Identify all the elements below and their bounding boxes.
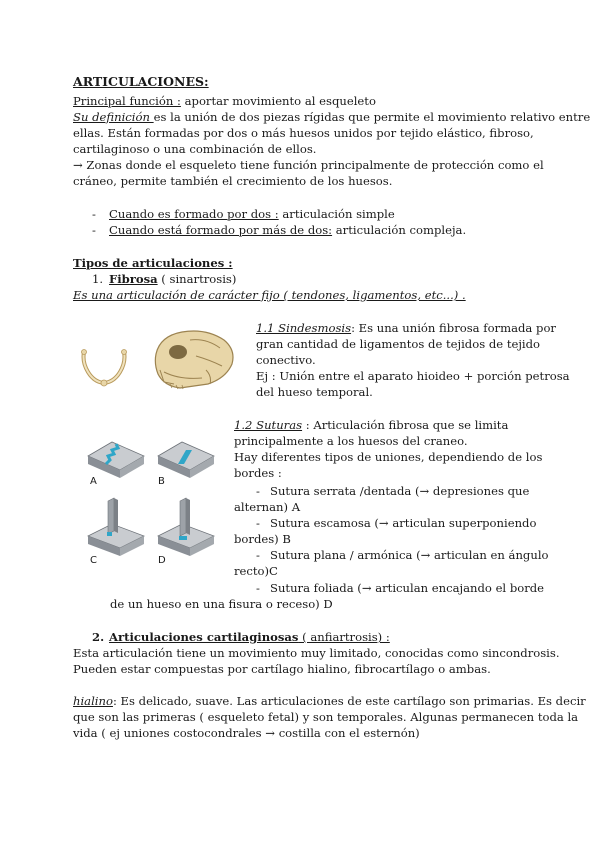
suture-types-diagram bbox=[84, 428, 230, 568]
sutura-text: Sutura plana / armónica (→ articulan en ángulo bbox=[270, 548, 549, 562]
list-item bbox=[92, 222, 467, 238]
sindesmosis-line-1 bbox=[256, 320, 556, 336]
sutura-cont: alternan) A bbox=[234, 500, 301, 514]
definicion-line-2: ellas. Están formadas por dos o más huesos unidos por tejido elástico, fibroso, bbox=[73, 126, 534, 140]
definicion-line-1 bbox=[73, 109, 590, 125]
cartilaginosas-line-2: Pueden estar compuestas por cartílago hialino, fibrocartílago o ambas. bbox=[73, 662, 491, 676]
suture-b-figure bbox=[158, 442, 214, 478]
suturas-text-1: : Articulación fibrosa que se limita bbox=[302, 418, 509, 432]
list-dash: - bbox=[92, 223, 96, 237]
figure-label-c: C bbox=[90, 555, 97, 566]
cartilaginosas-number: 2. bbox=[92, 630, 105, 644]
hialino-line-1 bbox=[73, 693, 586, 709]
sindesmosis-line-2: gran cantidad de ligamentos de tejidos de tejido bbox=[256, 337, 541, 351]
list-dash: - bbox=[92, 207, 96, 221]
sutura-item bbox=[256, 515, 537, 531]
figure-label-d: D bbox=[158, 555, 166, 566]
principal-text: aportar movimiento al esqueleto bbox=[180, 94, 376, 108]
sutura-dash: - bbox=[256, 548, 260, 562]
sutura-dash: - bbox=[256, 581, 260, 595]
list-item-text: articulación compleja. bbox=[332, 223, 467, 237]
list-item-label: Cuando está formado por más de dos: bbox=[109, 223, 333, 237]
sutura-item bbox=[256, 580, 545, 596]
fibrosa-name: Fibrosa bbox=[109, 272, 158, 286]
sindesmosis-label: 1.1 Sindesmosis bbox=[256, 321, 352, 335]
hialino-line-2: que son las primeras ( esqueleto fetal) y son temporales. Algunas permanecen toda la bbox=[73, 710, 579, 724]
definicion-text-1: es la unión de dos piezas rígidas que permite el movimiento relativo entre bbox=[153, 110, 591, 124]
skull-illustration bbox=[150, 326, 238, 396]
cartilaginosas-name: Articulaciones cartilaginosas bbox=[109, 630, 299, 644]
suture-c-figure bbox=[88, 498, 144, 556]
fibrosa-number: 1. bbox=[92, 272, 104, 286]
zonas-line-2: cráneo, permite también el crecimiento de los huesos. bbox=[73, 174, 393, 188]
page-title: ARTICULACIONES: bbox=[73, 74, 209, 89]
principal-label: Principal función : bbox=[73, 94, 181, 108]
fibrosa-heading bbox=[92, 271, 237, 287]
sutura-cont: de un hueso en una fisura o receso) D bbox=[110, 597, 333, 611]
hialino-text-1: : Es delicado, suave. Las articulaciones de este cartílago son primarias. Es decir bbox=[112, 694, 586, 708]
cartilaginosas-paren: ( anfiartrosis) : bbox=[298, 630, 390, 644]
list-item-label: Cuando es formado por dos : bbox=[109, 207, 279, 221]
sutura-cont: recto)C bbox=[234, 564, 278, 578]
suturas-line-2: principalmente a los huesos del craneo. bbox=[234, 434, 468, 448]
list-item bbox=[92, 206, 395, 222]
suturas-line-1 bbox=[234, 417, 508, 433]
definicion-line-3: cartilaginoso o una combinación de ellos. bbox=[73, 142, 317, 156]
figure-label-a: A bbox=[90, 476, 97, 487]
figure-label-b: B bbox=[158, 476, 165, 487]
suture-d-figure bbox=[158, 498, 214, 556]
suturas-label: 1.2 Suturas bbox=[234, 418, 303, 432]
hyoid-bone-illustration bbox=[80, 348, 128, 390]
sutura-item bbox=[256, 483, 530, 499]
principal-line bbox=[73, 93, 376, 109]
sindesmosis-line-4: Ej : Unión entre el aparato hioideo + porción petrosa bbox=[256, 369, 570, 383]
sutura-text: Sutura foliada (→ articulan encajando el borde bbox=[270, 581, 545, 595]
sutura-text: Sutura serrata /dentada (→ depresiones que bbox=[270, 484, 530, 498]
hialino-label: hialino bbox=[73, 694, 113, 708]
sindesmosis-line-3: conectivo. bbox=[256, 353, 316, 367]
sutura-item bbox=[256, 547, 549, 563]
sutura-dash: - bbox=[256, 516, 260, 530]
sutura-text: Sutura escamosa (→ articulan superponiendo bbox=[270, 516, 537, 530]
cartilaginosas-line-1: Esta articulación tiene un movimiento muy limitado, conocidas como sincondrosis. bbox=[73, 646, 560, 660]
list-item-text: articulación simple bbox=[278, 207, 395, 221]
cartilaginosas-heading bbox=[92, 629, 390, 645]
sutura-cont: bordes) B bbox=[234, 532, 291, 546]
suturas-line-3: Hay diferentes tipos de uniones, dependiendo de los bbox=[234, 450, 543, 464]
fibrosa-paren: ( sinartrosis) bbox=[157, 272, 237, 286]
sindesmosis-text-1: : Es una unión fibrosa formada por bbox=[351, 321, 556, 335]
fibrosa-description: Es una articulación de carácter fijo ( tendones, ligamentos, etc...) . bbox=[73, 288, 466, 302]
suture-a-figure bbox=[88, 442, 144, 478]
hialino-line-3: vida ( ej uniones costocondrales → costilla con el esternón) bbox=[73, 726, 420, 740]
sindesmosis-line-5: del hueso temporal. bbox=[256, 385, 373, 399]
definicion-label: Su definición bbox=[73, 110, 154, 124]
suturas-line-4: bordes : bbox=[234, 466, 282, 480]
sutura-dash: - bbox=[256, 484, 260, 498]
tipos-heading: Tipos de articulaciones : bbox=[73, 256, 233, 270]
zonas-line-1: → Zonas donde el esqueleto tiene función principalmente de protección como el bbox=[73, 158, 544, 172]
